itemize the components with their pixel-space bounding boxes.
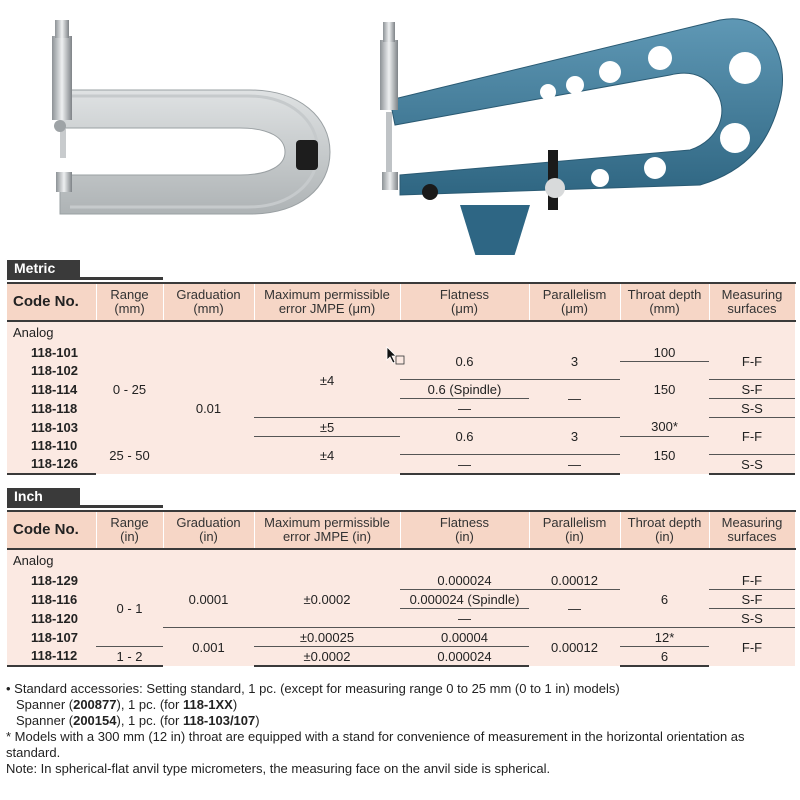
range-cell: 1 - 2 [96,647,163,667]
code-cell: 118-114 [7,380,96,399]
range-cell: 25 - 50 [96,437,163,475]
mouse-cursor-icon [386,346,406,368]
surfaces-cell: S-S [709,455,795,475]
flatness-cell: 0.000024 (Spindle) [400,590,529,609]
blue-micrometer-image [380,19,783,255]
parallelism-header: Parallelism (μm) [529,283,620,321]
group-row [7,321,795,343]
code-cell: 118-110 [7,437,96,455]
code-cell: 118-129 [7,571,96,590]
flatness-cell: 0.000024 [400,571,529,590]
code-no-header: Code No. [7,283,96,321]
mpe-header: Maximum permissible error JMPE (μm) [254,283,400,321]
code-cell: 118-103 [7,418,96,437]
footnotes [6,681,796,777]
flatness-cell: 0.000024 [400,647,529,667]
group-row [7,549,795,571]
metric-header-row [7,283,795,321]
throat-cell: 100 [620,343,709,362]
mpe-cell: ±0.00025 [254,628,400,647]
graduation-cell: 0.01 [163,343,254,474]
code-cell: 118-101 [7,343,96,362]
group-label: Analog [7,321,795,343]
surfaces-cell: S-F [709,590,795,609]
graduation-header: Graduation (mm) [163,283,254,321]
code-cell: 118-116 [7,590,96,609]
mpe-cell: ±4 [254,437,400,475]
accessories-note: • Standard accessories: Setting standard, 1 pc. (except for measuring range 0 to 25 mm (0 to 1 in) models) [6,681,620,696]
throat-cell: 6 [620,571,709,628]
micrometer-illustrations [0,0,800,255]
product-photos [0,0,800,255]
throat-cell: 12* [620,628,709,647]
throat-cell: 150 [620,437,709,475]
flatness-cell: 0.6 [400,418,529,455]
range-cell: 0 - 25 [96,343,163,437]
parallelism-cell: 3 [529,343,620,380]
mpe-cell: ±4 [254,343,400,418]
mpe-cell: ±5 [254,418,400,437]
surfaces-cell: F-F [709,571,795,590]
table-row [7,571,795,590]
throat-depth-header: Throat depth (in) [620,511,709,549]
parallelism-cell: — [529,455,620,475]
metric-tab: Metric [7,260,80,277]
code-cell: 118-107 [7,628,96,647]
parallelism-cell: — [529,590,620,628]
inch-tab-underline [7,505,163,508]
flatness-cell: 0.6 (Spindle) [400,380,529,399]
range-header: Range (in) [96,511,163,549]
surfaces-cell: F-F [709,343,795,380]
inch-header-row [7,511,795,549]
flatness-cell: — [400,399,529,418]
flatness-cell: — [400,609,529,628]
graduation-cell: 0.001 [163,628,254,667]
mpe-cell: ±0.0002 [254,571,400,628]
metric-spec-table [7,282,796,475]
throat-cell: 300* [620,418,709,437]
range-cell: 0 - 1 [96,571,163,647]
parallelism-cell: 0.00012 [529,628,620,667]
gray-micrometer-image [52,20,330,214]
flatness-cell: — [400,455,529,475]
flatness-header: Flatness (μm) [400,283,529,321]
throat-depth-header: Throat depth (mm) [620,283,709,321]
surfaces-cell: S-F [709,380,795,399]
spanner-note-2: Spanner (200154), 1 pc. (for 118-103/107) [16,713,260,728]
code-cell: 118-102 [7,362,96,380]
flatness-cell: 0.00004 [400,628,529,647]
table-row [7,647,795,667]
graduation-header: Graduation (in) [163,511,254,549]
code-no-header: Code No. [7,511,96,549]
inch-tab: Inch [7,488,80,505]
surfaces-cell: S-S [709,399,795,418]
parallelism-cell: — [529,380,620,418]
code-cell: 118-118 [7,399,96,418]
inch-spec-table [7,510,796,667]
code-cell: 118-120 [7,609,96,628]
graduation-cell: 0.0001 [163,571,254,628]
group-label: Analog [7,549,795,571]
surfaces-cell: F-F [709,418,795,455]
spherical-note: Note: In spherical-flat anvil type micrometers, the measuring face on the anvil side is spherical. [6,761,551,776]
measuring-surfaces-header: Measuring surfaces [709,511,795,549]
parallelism-header: Parallelism (in) [529,511,620,549]
asterisk-note: * Models with a 300 mm (12 in) throat are equipped with a stand for convenience of measurement in the horizontal orientation as standard. [6,729,745,760]
code-cell: 118-126 [7,455,96,475]
flatness-header: Flatness (in) [400,511,529,549]
parallelism-cell: 3 [529,418,620,455]
mpe-header: Maximum permissible error JMPE (in) [254,511,400,549]
measuring-surfaces-header: Measuring surfaces [709,283,795,321]
flatness-cell: 0.6 [400,343,529,380]
mpe-cell: ±0.0002 [254,647,400,667]
throat-cell: 150 [620,362,709,418]
parallelism-cell: 0.00012 [529,571,620,590]
surfaces-cell: S-S [709,609,795,628]
surfaces-cell: F-F [709,628,795,667]
throat-cell: 6 [620,647,709,667]
metric-tab-underline [7,277,163,280]
range-header: Range (mm) [96,283,163,321]
spanner-note-1: Spanner (200877), 1 pc. (for 118-1XX) [16,697,238,712]
code-cell: 118-112 [7,647,96,667]
